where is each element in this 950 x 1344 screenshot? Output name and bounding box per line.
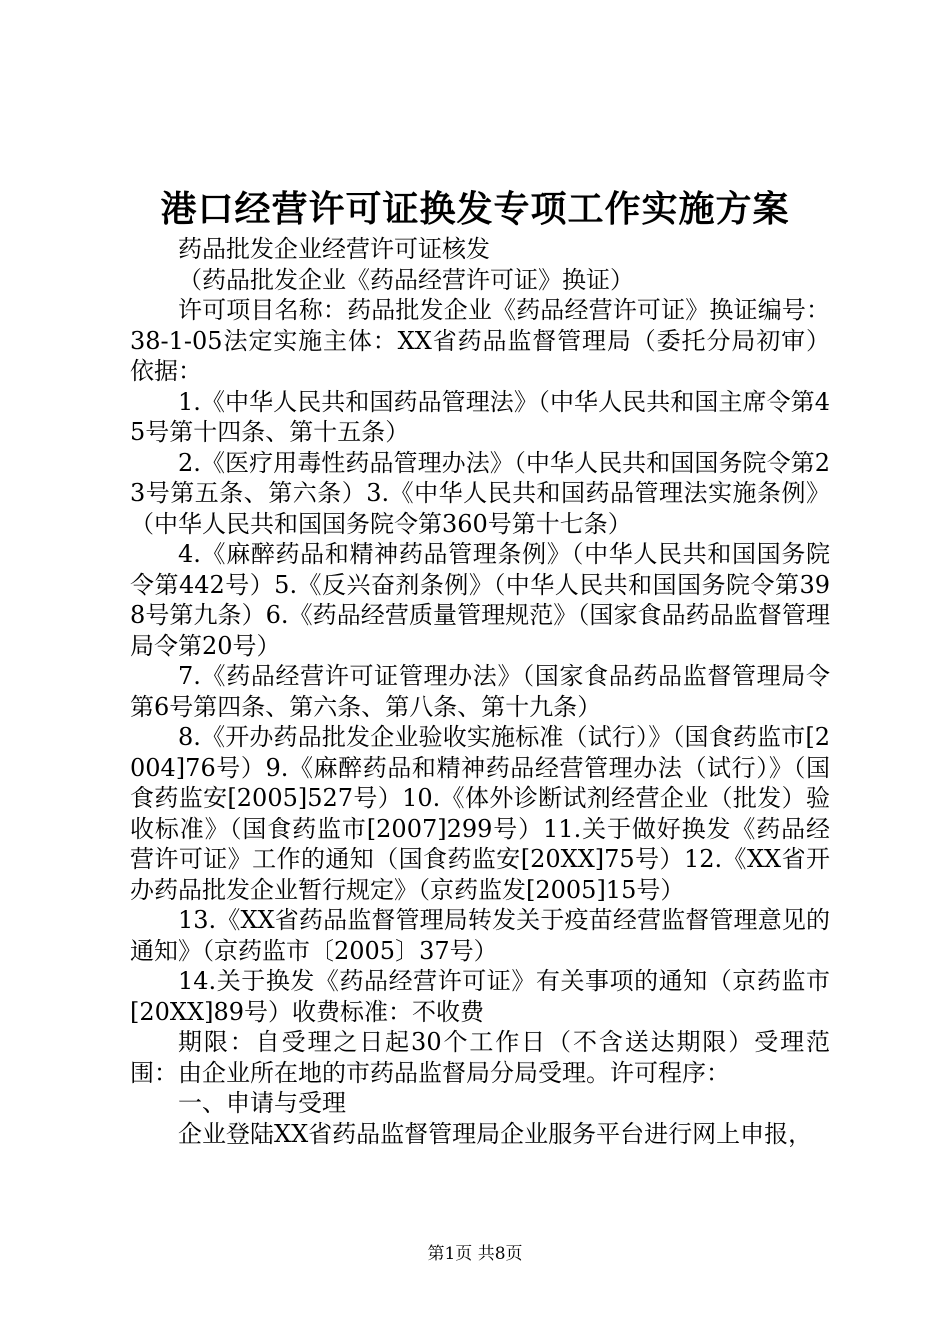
- section-heading: 一、申请与受理: [178, 1089, 346, 1117]
- paragraph: 2.《医疗用毒性药品管理办法》（中华人民共和国国务院令第23号第五条、第六条）3.《中华人民共和国药品管理法实施条例》（中华人民共和国国务院令第360号第十七条）: [130, 448, 830, 538]
- paragraph: 期限：自受理之日起30个工作日（不含送达期限）受理范围：由企业所在地的市药品监督局分局受理。许可程序：: [130, 1028, 830, 1087]
- page-footer: 第1页 共8页: [427, 1244, 523, 1264]
- paragraph: 企业登陆XX省药品监督管理局企业服务平台进行网上申报，: [178, 1119, 813, 1148]
- paragraph: 13.《XX省药品监督管理局转发关于疫苗经营监督管理意见的通知》（京药监市〔2005〕37号）: [130, 906, 830, 965]
- document-title: 港口经营许可证换发专项工作实施方案: [160, 188, 790, 230]
- paragraph: 药品批发企业经营许可证核发: [178, 235, 490, 263]
- paragraph: 1.《中华人民共和国药品管理法》（中华人民共和国主席令第45号第十四条、第十五条）: [130, 387, 830, 446]
- paragraph: 14.关于换发《药品经营许可证》有关事项的通知（京药监市[20XX]89号）收费标准：不收费: [130, 967, 830, 1026]
- paragraph: 8.《开办药品批发企业验收实施标准（试行）》（国食药监市[2004]76号）9.《麻醉药品和精神药品经营管理办法（试行）》（国食药监安[2005]527号）10.《体外诊断试剂经营企业（批发）验收标准》（国食药监市[2007]299号）11.关于做好换发《药品经营许可证》工作的通知（国食药监安[20XX]75号）12.《XX省开办药品批发企业暂行规定》（京药监发[2005]15号）: [130, 723, 830, 904]
- document-body: [130, 234, 830, 1149]
- paragraph: （药品批发企业《药品经营许可证》换证）: [178, 265, 634, 294]
- paragraph: 7.《药品经营许可证管理办法》（国家食品药品监督管理局令第6号第四条、第六条、第八条、第十九条）: [130, 662, 830, 721]
- paragraph: 4.《麻醉药品和精神药品管理条例》（中华人民共和国国务院令第442号）5.《反兴奋剂条例》（中华人民共和国国务院令第398号第九条）6.《药品经营质量管理规范》（国家食品药品监督管理局令第20号）: [130, 540, 830, 660]
- paragraph: 许可项目名称：药品批发企业《药品经营许可证》换证编号：38-1-05法定实施主体：XX省药品监督管理局（委托分局初审）依据：: [130, 296, 830, 385]
